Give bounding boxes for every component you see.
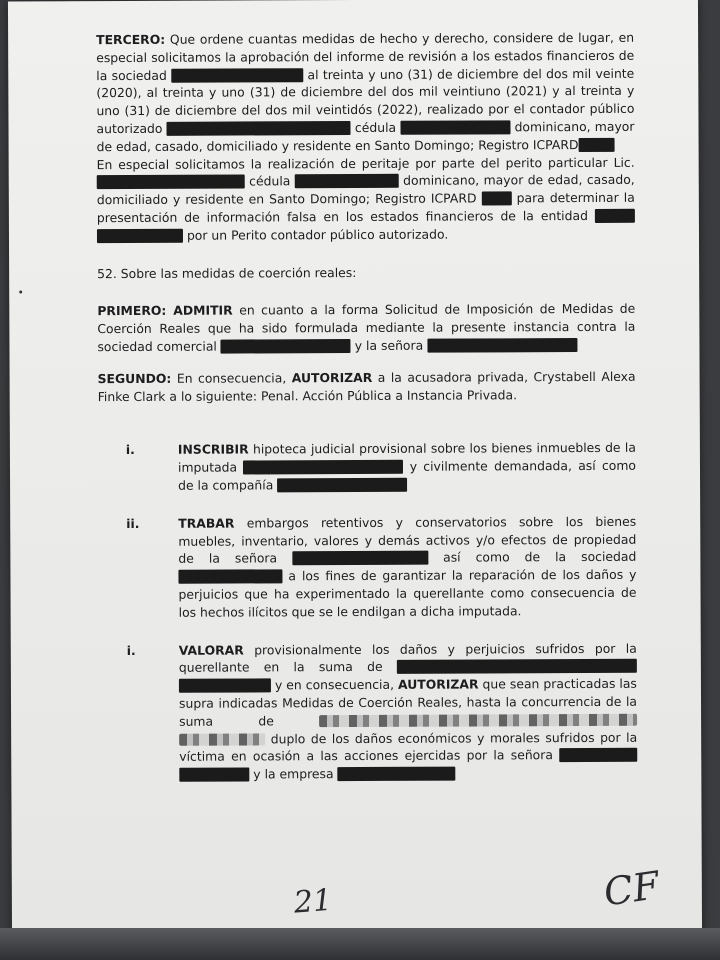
label-tercero: TERCERO:	[96, 31, 166, 48]
text-peritaje-3: dominicano, mayor de edad, casado, domiciliado y residente en Santo Domingo; Registro ICPARD	[96, 172, 635, 208]
redaction-icpard-1	[578, 138, 614, 152]
redaction-person	[427, 338, 577, 353]
list-item-text-2: y en consecuencia,	[274, 676, 395, 693]
redaction-company-5	[338, 767, 456, 782]
blurred-amount-1	[319, 713, 637, 726]
document-body	[96, 29, 637, 784]
list-item-text-4: duplo de los daños económicos y morales sufridos por la víctima en ocasión a las acciones ejercidas por la señora	[179, 729, 638, 765]
text-segundo-1: En consecuencia,	[176, 370, 287, 386]
text-peritaje-4: para determinar la presentación de información falsa en los estados financieros de la entidad	[96, 189, 635, 226]
list-item-number: i.	[126, 642, 136, 658]
text-tercero-1: Que ordene cuantas medidas de hecho y derecho, considere de lugar, en especial solicitamos la aprobación del informe de revisión a los estados financieros de la sociedad	[96, 29, 635, 83]
paragraph-primero	[97, 300, 635, 356]
label-segundo: SEGUNDO:	[97, 370, 172, 386]
redaction-amount-2	[179, 678, 271, 692]
redaction-company-3	[277, 478, 407, 493]
text-segundo-2: a la acusadora privada, Crystabell Alexa Finke Clark a lo siguiente: Penal. Acción Pública a Instancia Privada.	[97, 368, 636, 404]
redaction-accountant-name	[167, 121, 351, 136]
list-item-text-2: así como de la sociedad	[443, 549, 637, 565]
text-tercero-2: al treinta y uno (31) de diciembre del dos mil veinte (2020), al treinta y uno (31) de diciembre del dos mil veintiuno (2021) y al treinta y uno (31) de diciembre del dos mil veintidós (2022), realizado por el contador público autorizado	[96, 65, 635, 137]
redaction-expert-name	[97, 175, 245, 190]
redaction-company-4	[178, 569, 282, 583]
document-page	[8, 0, 702, 942]
redaction-icpard-2	[482, 191, 512, 205]
text-tercero-3: cédula	[354, 119, 397, 135]
redaction-owner	[292, 551, 428, 566]
text-segundo-bold: AUTORIZAR	[291, 369, 373, 386]
text-primero-1: en cuanto a la forma Solicitud de Imposición de Medidas de Coerción Reales que ha sido formulada mediante la presente instancia contra la sociedad comercial	[97, 301, 636, 355]
section-heading: 52. Sobre las medidas de coerción reales:	[97, 264, 357, 281]
list-item	[98, 513, 636, 622]
text-peritaje-5: por un Perito contador público autorizado.	[186, 226, 449, 243]
list-item-text	[178, 439, 636, 494]
list-item-verb: INSCRIBIR	[177, 441, 249, 458]
redaction-amount-1	[397, 659, 637, 674]
paragraph-peritaje	[97, 153, 635, 244]
redaction-person-3	[179, 768, 249, 782]
list-item-text-2: y civilmente demandada, así como de la compañía	[178, 457, 637, 493]
handwritten-page-number: 21	[292, 882, 334, 921]
paragraph-tercero	[96, 29, 635, 156]
measures-list	[98, 439, 637, 784]
list-item-text-3: a los fines de garantizar la reparación de los daños y perjuicios que ha experimentado la querellante como consecuencia de los hechos ilícitos que se le endilgan a dicha imputada.	[178, 566, 637, 620]
redaction-defendant	[243, 460, 403, 475]
label-primero: PRIMERO: ADMITIR	[97, 302, 233, 319]
redaction-entity-2	[97, 229, 183, 243]
redaction-entity-1	[595, 209, 635, 223]
list-item-text-1: embargos retentivos y conservatorios sobre los bienes muebles, inventario, valores y demás activos y/o efectos de propiedad de la señora	[178, 513, 637, 567]
handwritten-initials: CF	[600, 863, 663, 915]
list-item-text-5: y la empresa	[253, 766, 334, 782]
list-item-text	[178, 513, 636, 622]
punch-mark	[19, 290, 22, 293]
list-item	[99, 639, 638, 784]
list-item-verb: TRABAR	[178, 515, 235, 531]
text-peritaje-1: En especial solicitamos la realización de peritaje por parte del perito particular Lic.	[96, 154, 635, 172]
text-tercero-4: dominicano, mayor de edad, casado, domiciliado y residente en Santo Domingo; Registro ICPARD	[96, 118, 635, 154]
paragraph-segundo	[98, 368, 636, 406]
list-item-verb: VALORAR	[178, 642, 244, 658]
list-item-number: i.	[125, 442, 135, 458]
blurred-amount-2	[179, 733, 265, 745]
redaction-company	[171, 68, 303, 83]
text-primero-2: y la señora	[354, 337, 424, 353]
list-item-text-1: hipoteca judicial provisional sobre los bienes inmuebles de la imputada	[177, 440, 636, 475]
list-item-number: ii.	[126, 515, 140, 531]
text-peritaje-2: cédula	[249, 173, 291, 189]
redaction-company-2	[221, 339, 351, 354]
list-item-verb-2: AUTORIZAR	[397, 676, 479, 692]
list-item-text-1: provisionalmente los daños y perjuicios sufridos por la querellante en la suma de	[178, 640, 637, 676]
list-item-text-3: que sean practicadas las supra indicadas Medidas de Coerción Reales, hasta la concurrencia de la suma de	[178, 675, 638, 729]
list-item	[98, 439, 636, 495]
list-item-text	[179, 639, 638, 783]
redaction-accountant-id	[400, 120, 510, 134]
redaction-person-2	[559, 748, 637, 762]
redaction-expert-id	[295, 174, 399, 188]
desk-background	[0, 928, 720, 960]
